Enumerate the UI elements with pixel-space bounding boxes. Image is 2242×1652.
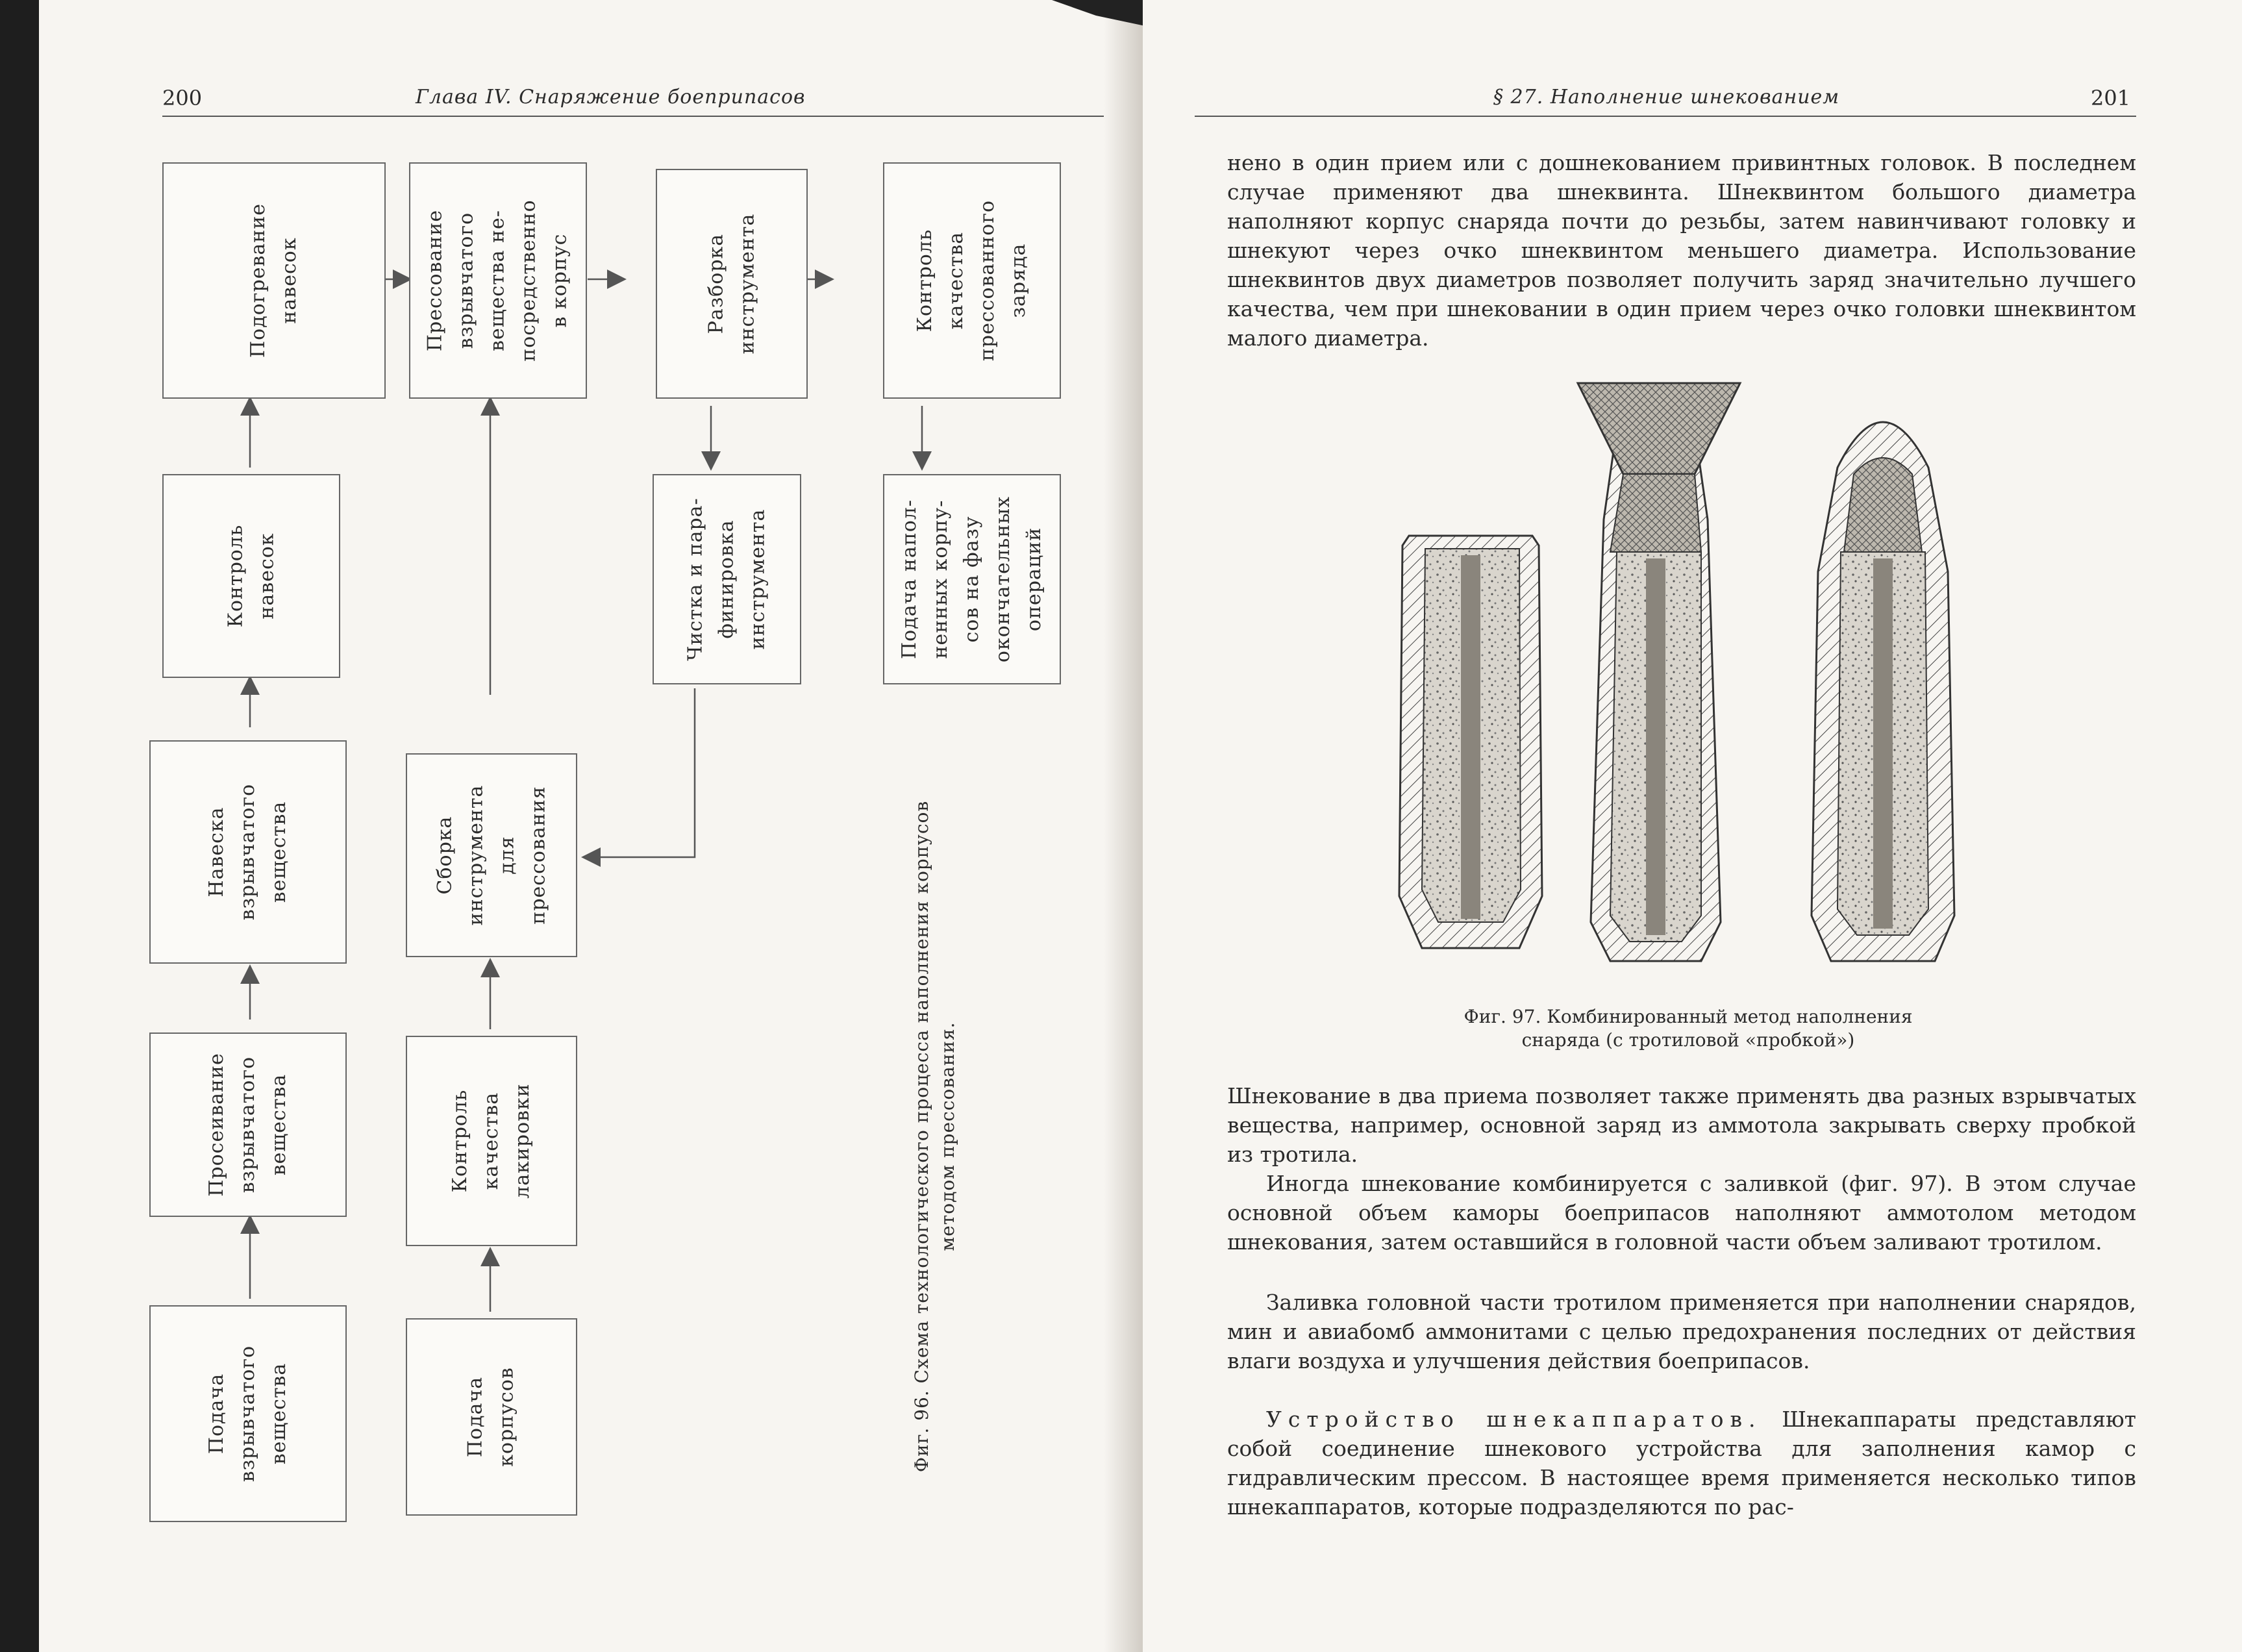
arrow-return (584, 688, 695, 857)
shell-2 (1578, 383, 1740, 961)
figure-97-caption-line1: Фиг. 97. Комбинированный метод наполнения (1464, 1006, 1913, 1027)
flow-box-feed-explosive (149, 1305, 347, 1522)
section-heading: Устройство шнекаппаратов. (1266, 1407, 1762, 1432)
flow-box-pressing (409, 162, 587, 399)
figure-96-caption-text: Фиг. 96. Схема технологического процесса наполнения корпусов методом прессования. (911, 800, 958, 1473)
flow-box-label: Контроль качества прессованного заряда (913, 199, 1030, 362)
flow-box-disassembly (656, 169, 808, 399)
paragraph-3: Иногда шнекование комбинируется с заливкой (фиг. 97). В этом случае основной объем каморы боеприпасов наполняют аммотолом методом шнекования, затем оставшийся в головной части объем заливают тротилом. (1227, 1171, 2136, 1255)
right-page-number: 201 (2091, 86, 2131, 110)
figure-97-caption-line2: снаряда (с тротиловой «пробкой») (1521, 1029, 1855, 1051)
shell-3 (1812, 422, 1954, 961)
flow-box-label: Контроль навесок (224, 524, 278, 628)
flow-box-label: Контроль качества лакировки (449, 1083, 534, 1199)
paragraph-5 (1227, 1405, 2136, 1521)
flow-box-label: Подача корпусов (464, 1367, 518, 1467)
flow-box-label: Подача взрывчатого вещества (205, 1345, 290, 1483)
flow-box-weighing (149, 740, 347, 964)
flow-box-label: Прессование взрывчатого вещества не- посредственно в корпус (423, 199, 571, 362)
flow-box-label: Разборка инструмента (704, 213, 758, 355)
flow-box-label: Подача напол- ненных корпу- сов на фазу окончательных операций (898, 495, 1045, 663)
paragraph-2: Шнекование в два приема позволяет также применять два разных взрывчатых вещества, например, основной заряд из аммотола закрывать сверху пробкой из тротила. (1227, 1083, 2136, 1167)
flow-box-label: Чистка и пара- финировка инструмента (684, 497, 769, 661)
flow-box-lacquer-control (406, 1036, 577, 1246)
flow-box-heating (162, 162, 386, 399)
scan-edge (0, 0, 39, 1652)
flow-box-label: Подогревание навесок (246, 203, 301, 358)
flow-box-label: Навеска взрывчатого вещества (205, 783, 290, 921)
flow-box-feed-to-final (883, 474, 1061, 684)
figure-96-caption (896, 747, 974, 1526)
flow-box-weight-control (162, 474, 340, 678)
figure-97-caption (1402, 1005, 1974, 1052)
left-running-head: Глава IV. Снаряжение боеприпасов (416, 86, 806, 108)
flow-box-label: Сборка инструмента для прессования (433, 784, 549, 926)
flow-box-charge-control (883, 162, 1061, 399)
paragraph-1: нено в один прием или с дошнекованием привинтных головок. В последнем случае применяют два шнеквинта. Шнеквинтом большого диаметра наполняют корпус снаряда почти до резьбы, затем навинчивают головку и шнекуют через очко шнеквинтом меньшего диаметра. Использование шнеквинтов двух диаметров позволяет получить заряд значительно лучшего качества, чем при шнековании в один прием через очко головки шнеквинтом малого диаметра. (1227, 150, 2136, 351)
shell-1 (1399, 536, 1542, 948)
flow-box-tool-assembly (406, 753, 577, 957)
flow-box-sifting (149, 1032, 347, 1217)
header-rule-right (1195, 116, 2136, 117)
paragraph-5-body: Шнекаппараты представляют собой соединение шнекового устройства для заполнения камор с гидравлическим прессом. В настоящее время применяется несколько типов шнекаппаратов, которые подразделяются по рас- (1227, 1407, 2137, 1520)
flow-box-cleaning (653, 474, 801, 684)
left-page-number: 200 (162, 86, 203, 110)
left-page (39, 0, 1143, 1652)
right-running-head: § 27. Наполнение шнекованием (1493, 86, 1840, 108)
flow-box-feed-bodies (406, 1318, 577, 1516)
paragraph-4: Заливка головной части тротилом применяется при наполнении снарядов, мин и авиабомб аммонитами с целью предохранения последних от действия влаги воздуха и улучшения действия боеприпасов. (1227, 1290, 2136, 1373)
figure-97-shells (1383, 377, 2019, 1000)
flow-box-label: Просеивание взрывчатого вещества (205, 1053, 290, 1197)
